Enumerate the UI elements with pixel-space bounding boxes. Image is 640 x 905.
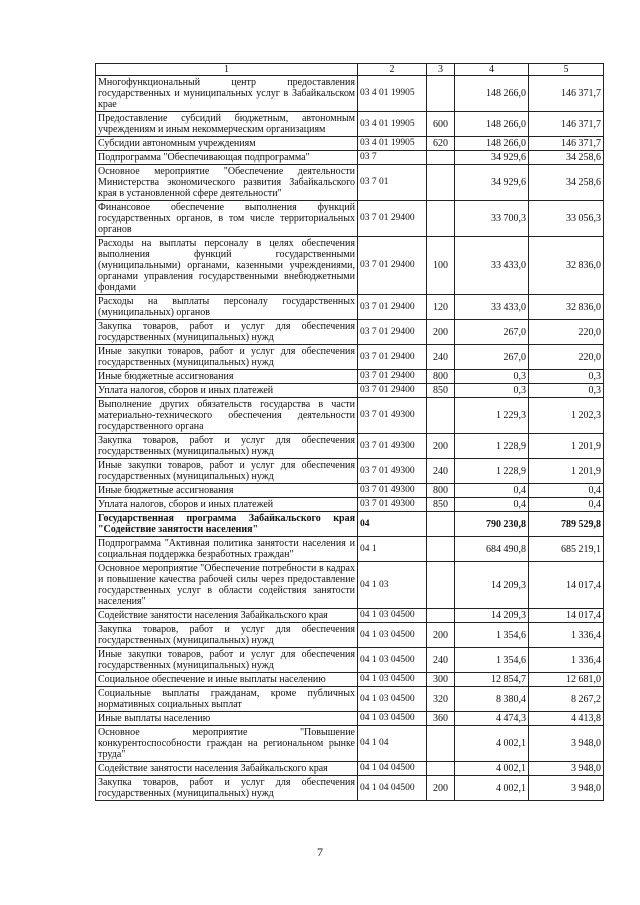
row-value-col4: 148 266,0 bbox=[455, 76, 529, 112]
row-expense-type bbox=[427, 562, 455, 609]
row-value-col4: 1 228,9 bbox=[455, 459, 529, 484]
table-header-row bbox=[96, 64, 604, 76]
row-value-col4: 12 854,7 bbox=[455, 673, 529, 687]
row-name: Финансовое обеспечение выполнения функций государственных органов, в том числе территориальных органов bbox=[96, 201, 358, 237]
row-expense-type: 100 bbox=[427, 237, 455, 295]
table-row bbox=[96, 673, 604, 687]
row-expense-type bbox=[427, 201, 455, 237]
row-expense-type: 200 bbox=[427, 434, 455, 459]
row-value-col5: 220,0 bbox=[529, 320, 604, 345]
row-value-col5: 3 948,0 bbox=[529, 776, 604, 801]
row-value-col4: 34 929,6 bbox=[455, 151, 529, 165]
row-code: 03 7 01 29400 bbox=[358, 320, 427, 345]
row-expense-type: 320 bbox=[427, 687, 455, 712]
row-name: Иные закупки товаров, работ и услуг для обеспечения государственных (муниципальных) нужд bbox=[96, 459, 358, 484]
row-value-col5: 32 836,0 bbox=[529, 295, 604, 320]
row-name: Подпрограмма "Обеспечивающая подпрограмма" bbox=[96, 151, 358, 165]
row-value-col4: 14 209,3 bbox=[455, 562, 529, 609]
row-code: 04 bbox=[358, 512, 427, 537]
row-value-col4: 4 002,1 bbox=[455, 726, 529, 762]
row-code: 04 1 04 bbox=[358, 726, 427, 762]
row-code: 03 7 01 49300 bbox=[358, 398, 427, 434]
row-name: Иные закупки товаров, работ и услуг для обеспечения государственных (муниципальных) нужд bbox=[96, 345, 358, 370]
table-row bbox=[96, 648, 604, 673]
row-code: 03 7 01 49300 bbox=[358, 459, 427, 484]
row-value-col4: 1 354,6 bbox=[455, 648, 529, 673]
row-value-col5: 1 336,4 bbox=[529, 648, 604, 673]
row-code: 03 7 01 29400 bbox=[358, 384, 427, 398]
row-code: 04 1 03 04500 bbox=[358, 673, 427, 687]
row-expense-type bbox=[427, 165, 455, 201]
table-row bbox=[96, 459, 604, 484]
table-body bbox=[96, 76, 604, 801]
row-code: 04 1 03 04500 bbox=[358, 648, 427, 673]
row-code: 03 7 01 49300 bbox=[358, 498, 427, 512]
row-expense-type: 800 bbox=[427, 484, 455, 498]
row-value-col5: 1 201,9 bbox=[529, 459, 604, 484]
row-value-col5: 12 681,0 bbox=[529, 673, 604, 687]
row-code: 03 4 01 19905 bbox=[358, 112, 427, 137]
header-col-3: 3 bbox=[427, 64, 455, 76]
row-expense-type bbox=[427, 398, 455, 434]
table-row bbox=[96, 112, 604, 137]
row-expense-type: 850 bbox=[427, 384, 455, 398]
row-value-col5: 14 017,4 bbox=[529, 562, 604, 609]
row-expense-type: 800 bbox=[427, 370, 455, 384]
header-col-1: 1 bbox=[96, 64, 358, 76]
table-row bbox=[96, 609, 604, 623]
table-row bbox=[96, 295, 604, 320]
table-row bbox=[96, 384, 604, 398]
row-value-col4: 14 209,3 bbox=[455, 609, 529, 623]
row-expense-type: 200 bbox=[427, 623, 455, 648]
table-row bbox=[96, 345, 604, 370]
row-name: Расходы на выплаты персоналу в целях обеспечения выполнения функций государственными (муниципальными) органами, казенными учреждениями, органами управления государственными внебюджетными фондами bbox=[96, 237, 358, 295]
row-value-col4: 0,3 bbox=[455, 370, 529, 384]
row-value-col4: 0,4 bbox=[455, 484, 529, 498]
row-name: Закупка товаров, работ и услуг для обеспечения государственных (муниципальных) нужд bbox=[96, 320, 358, 345]
table-row bbox=[96, 562, 604, 609]
row-value-col5: 146 371,7 bbox=[529, 76, 604, 112]
table-row bbox=[96, 484, 604, 498]
row-code: 03 7 01 29400 bbox=[358, 237, 427, 295]
row-value-col5: 1 202,3 bbox=[529, 398, 604, 434]
row-expense-type bbox=[427, 76, 455, 112]
row-expense-type bbox=[427, 609, 455, 623]
row-value-col5: 0,3 bbox=[529, 370, 604, 384]
row-expense-type: 600 bbox=[427, 112, 455, 137]
row-code: 03 7 01 49300 bbox=[358, 434, 427, 459]
row-value-col5: 34 258,6 bbox=[529, 165, 604, 201]
row-expense-type bbox=[427, 537, 455, 562]
row-value-col4: 4 474,3 bbox=[455, 712, 529, 726]
row-name: Выполнение других обязательств государства в части материально-технического обеспечения деятельности государственного органа bbox=[96, 398, 358, 434]
row-name: Основное мероприятие "Обеспечение деятельности Министерства экономического развития Забайкальского края в установленной сфере деятельности" bbox=[96, 165, 358, 201]
row-expense-type: 240 bbox=[427, 459, 455, 484]
row-name: Иные выплаты населению bbox=[96, 712, 358, 726]
page-number: 7 bbox=[317, 845, 323, 859]
table-row bbox=[96, 776, 604, 801]
row-value-col4: 148 266,0 bbox=[455, 112, 529, 137]
row-name: Уплата налогов, сборов и иных платежей bbox=[96, 498, 358, 512]
row-value-col4: 267,0 bbox=[455, 320, 529, 345]
table-row bbox=[96, 498, 604, 512]
row-expense-type: 620 bbox=[427, 137, 455, 151]
row-value-col5: 1 201,9 bbox=[529, 434, 604, 459]
row-code: 04 1 03 04500 bbox=[358, 687, 427, 712]
row-code: 04 1 03 04500 bbox=[358, 712, 427, 726]
row-value-col4: 33 433,0 bbox=[455, 295, 529, 320]
row-expense-type bbox=[427, 726, 455, 762]
row-value-col5: 0,4 bbox=[529, 484, 604, 498]
table-row bbox=[96, 76, 604, 112]
row-name: Расходы на выплаты персоналу государственных (муниципальных) органов bbox=[96, 295, 358, 320]
row-value-col4: 790 230,8 bbox=[455, 512, 529, 537]
table-row bbox=[96, 762, 604, 776]
row-value-col4: 33 433,0 bbox=[455, 237, 529, 295]
row-code: 03 7 01 29400 bbox=[358, 295, 427, 320]
row-value-col5: 34 258,6 bbox=[529, 151, 604, 165]
row-value-col5: 4 413,8 bbox=[529, 712, 604, 726]
row-code: 04 1 bbox=[358, 537, 427, 562]
row-code: 03 4 01 19905 bbox=[358, 76, 427, 112]
row-value-col4: 1 228,9 bbox=[455, 434, 529, 459]
table-row bbox=[96, 623, 604, 648]
table-row bbox=[96, 537, 604, 562]
row-name: Основное мероприятие "Обеспечение потребности в кадрах и повышение качества рабочей силы через предоставление государственных услуг в области содействия занятости населения" bbox=[96, 562, 358, 609]
row-expense-type: 850 bbox=[427, 498, 455, 512]
row-name: Предоставление субсидий бюджетным, автономным учреждениям и иным некоммерческим организациям bbox=[96, 112, 358, 137]
table-row bbox=[96, 398, 604, 434]
table-row bbox=[96, 137, 604, 151]
row-expense-type: 240 bbox=[427, 345, 455, 370]
row-code: 03 7 01 29400 bbox=[358, 345, 427, 370]
row-expense-type: 300 bbox=[427, 673, 455, 687]
row-expense-type: 120 bbox=[427, 295, 455, 320]
row-value-col5: 220,0 bbox=[529, 345, 604, 370]
row-value-col5: 32 836,0 bbox=[529, 237, 604, 295]
header-col-2: 2 bbox=[358, 64, 427, 76]
row-name: Государственная программа Забайкальского края "Содействие занятости населения" bbox=[96, 512, 358, 537]
row-expense-type: 200 bbox=[427, 776, 455, 801]
row-value-col5: 1 336,4 bbox=[529, 623, 604, 648]
row-value-col4: 1 354,6 bbox=[455, 623, 529, 648]
row-name: Закупка товаров, работ и услуг для обеспечения государственных (муниципальных) нужд bbox=[96, 434, 358, 459]
row-expense-type: 360 bbox=[427, 712, 455, 726]
row-value-col4: 8 380,4 bbox=[455, 687, 529, 712]
row-name: Социальное обеспечение и иные выплаты населению bbox=[96, 673, 358, 687]
row-code: 04 1 04 04500 bbox=[358, 776, 427, 801]
row-name: Основное мероприятие "Повышение конкурентоспособности граждан на региональном рынке труда" bbox=[96, 726, 358, 762]
row-value-col4: 0,3 bbox=[455, 384, 529, 398]
row-name: Уплата налогов, сборов и иных платежей bbox=[96, 384, 358, 398]
table-row bbox=[96, 434, 604, 459]
row-value-col5: 0,3 bbox=[529, 384, 604, 398]
row-code: 03 7 01 49300 bbox=[358, 484, 427, 498]
row-value-col5: 3 948,0 bbox=[529, 726, 604, 762]
row-value-col5: 146 371,7 bbox=[529, 137, 604, 151]
row-expense-type bbox=[427, 512, 455, 537]
row-value-col4: 1 229,3 bbox=[455, 398, 529, 434]
row-name: Закупка товаров, работ и услуг для обеспечения государственных (муниципальных) нужд bbox=[96, 623, 358, 648]
row-value-col5: 146 371,7 bbox=[529, 112, 604, 137]
row-code: 03 7 01 29400 bbox=[358, 201, 427, 237]
row-name: Иные закупки товаров, работ и услуг для обеспечения государственных (муниципальных) нужд bbox=[96, 648, 358, 673]
table-row bbox=[96, 151, 604, 165]
header-col-5: 5 bbox=[529, 64, 604, 76]
row-value-col4: 684 490,8 bbox=[455, 537, 529, 562]
row-value-col5: 685 219,1 bbox=[529, 537, 604, 562]
row-code: 03 7 01 bbox=[358, 165, 427, 201]
row-code: 03 7 bbox=[358, 151, 427, 165]
row-code: 04 1 03 04500 bbox=[358, 623, 427, 648]
table-row bbox=[96, 370, 604, 384]
row-name: Социальные выплаты гражданам, кроме публичных нормативных социальных выплат bbox=[96, 687, 358, 712]
row-value-col4: 267,0 bbox=[455, 345, 529, 370]
budget-table bbox=[95, 63, 604, 801]
row-expense-type: 240 bbox=[427, 648, 455, 673]
row-expense-type: 200 bbox=[427, 320, 455, 345]
row-value-col5: 14 017,4 bbox=[529, 609, 604, 623]
row-name: Субсидии автономным учреждениям bbox=[96, 137, 358, 151]
row-name: Содействие занятости населения Забайкальского края bbox=[96, 762, 358, 776]
row-value-col5: 789 529,8 bbox=[529, 512, 604, 537]
row-value-col4: 0,4 bbox=[455, 498, 529, 512]
row-name: Содействие занятости населения Забайкальского края bbox=[96, 609, 358, 623]
row-value-col5: 8 267,2 bbox=[529, 687, 604, 712]
table-row bbox=[96, 726, 604, 762]
row-name: Иные бюджетные ассигнования bbox=[96, 370, 358, 384]
table-row bbox=[96, 512, 604, 537]
table-row bbox=[96, 201, 604, 237]
table-row bbox=[96, 712, 604, 726]
row-name: Закупка товаров, работ и услуг для обеспечения государственных (муниципальных) нужд bbox=[96, 776, 358, 801]
row-value-col5: 3 948,0 bbox=[529, 762, 604, 776]
row-name: Подпрограмма "Активная политика занятости населения и социальная поддержка безработных граждан" bbox=[96, 537, 358, 562]
row-expense-type bbox=[427, 762, 455, 776]
row-value-col4: 33 700,3 bbox=[455, 201, 529, 237]
table-row bbox=[96, 165, 604, 201]
table-row bbox=[96, 320, 604, 345]
row-code: 03 7 01 29400 bbox=[358, 370, 427, 384]
table-row bbox=[96, 237, 604, 295]
row-value-col4: 34 929,6 bbox=[455, 165, 529, 201]
table-row bbox=[96, 687, 604, 712]
row-value-col5: 0,4 bbox=[529, 498, 604, 512]
row-code: 04 1 03 04500 bbox=[358, 609, 427, 623]
row-name: Иные бюджетные ассигнования bbox=[96, 484, 358, 498]
row-value-col4: 4 002,1 bbox=[455, 762, 529, 776]
header-col-4: 4 bbox=[455, 64, 529, 76]
row-expense-type bbox=[427, 151, 455, 165]
row-code: 03 4 01 19905 bbox=[358, 137, 427, 151]
row-code: 04 1 04 04500 bbox=[358, 762, 427, 776]
row-value-col5: 33 056,3 bbox=[529, 201, 604, 237]
row-value-col4: 4 002,1 bbox=[455, 776, 529, 801]
row-value-col4: 148 266,0 bbox=[455, 137, 529, 151]
row-name: Многофункциональный центр предоставления государственных и муниципальных услуг в Забайкальском крае bbox=[96, 76, 358, 112]
row-code: 04 1 03 bbox=[358, 562, 427, 609]
